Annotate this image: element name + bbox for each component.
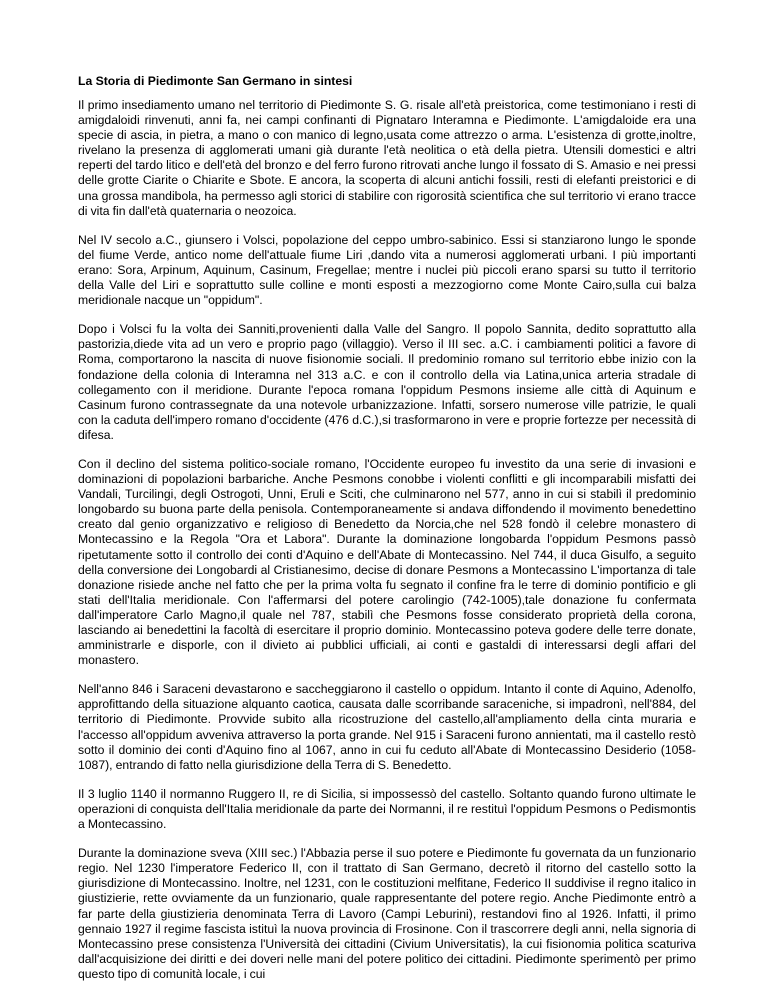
paragraph-sanniti-romans: Dopo i Volsci fu la volta dei Sanniti,provenienti dalla Valle del Sangro. Il popolo Sannita, dedito soprattutto alla pastorizia,diede vita ad un vero e proprio pago (villaggio). Verso il III sec. a.C. i cambiamenti politici a favore di Roma, comportarono la nascita di nuove fisionomie sociali. Il predominio romano sul territorio ebbe inizio con la fondazione della colonia di Interamna nel 313 a.C. e con il controllo della via Latina,unica arteria stradale di collegamento con il meridione. Durante l'epoca romana l'oppidum Pesmons insieme alle città di Aquinum e Casinum furono contrassegnate da una notevole urbanizzazione. Infatti, sorsero numerose ville patrizie, le quali con la caduta dell'impero romano d'occidente (476 d.C.),si trasformarono in vere e proprie fortezze per necessità di difesa.: [78, 322, 696, 442]
paragraph-saracens: Nell'anno 846 i Saraceni devastarono e saccheggiarono il castello o oppidum. Intanto il conte di Aquino, Adenolfo, approfittando della situazione alquanto caotica, causata dalle scorribande saraceniche, si impadronì, nell'884, del territorio di Piedimonte. Provvide subito alla ricostruzione del castello,all'ampliamento della cinta muraria e l'accesso all'oppidum avveniva attraverso la porta grande. Nel 915 i Saraceni furono annientati, ma il castello restò sotto il dominio dei conti d'Aquino fino al 1067, anno in cui fu ceduto all'Abate di Montecassino Desiderio (1058-1087), entrando di fatto nella giurisdizione della Terra di S. Benedetto.: [78, 682, 696, 772]
document-page: [78, 74, 696, 996]
paragraph-prehistory: Il primo insediamento umano nel territorio di Piedimonte S. G. risale all'età preistorica, come testimoniano i resti di amigdaloidi rinvenuti, anni fa, nei campi confinanti di Pignataro Interamna e Piedimonte. L'amigdaloide era una specie di ascia, in pietra, a mano o con manico di legno,usata come attrezzo o arma. L'esistenza di grotte,inoltre, rivelano la presenza di agglomerati umani già durante l'età neolitica o età della pietra. Utensili domestici e altri reperti del tardo litico e dell'età del bronzo e del ferro furono ritrovati anche lungo il fossato di S. Amasio e nei pressi delle grotte Ciarite o Chiarite e Sbote. E ancora, la scoperta di alcuni antichi fossili, resti di elefanti preistorici e di una grossa mandibola, ha permesso agli storici di stabilire con rigorosità scientifica che sul territorio vi erano tracce di vita fin dall'età quaternaria o neozoica.: [78, 98, 696, 218]
paragraph-normans: Il 3 luglio 1140 il normanno Ruggero II, re di Sicilia, si impossessò del castello. Soltanto quando furono ultimate le operazioni di conquista dell'Italia meridionale da parte dei Normanni, il re restituì l'oppidum Pesmons o Pedismontis a Montecassino.: [78, 786, 696, 832]
document-title: La Storia di Piedimonte San Germano in sintesi: [78, 74, 353, 88]
paragraph-swabian-rule: Durante la dominazione sveva (XIII sec.) l'Abbazia perse il suo potere e Piedimonte fu governata da un funzionario regio. Nel 1230 l'imperatore Federico II, con il trattato di San Germano, decretò il ritorno del castello sotto la giurisdizione di Montecassino. Inoltre, nel 1231, con le costituzioni melfitane, Federico II suddivise il regno italico in giustizierie, rette ovviamente da un funzionario, quale rappresentante del potere regio. Anche Piedimonte entrò a far parte della giustizieria denominata Terra di Lavoro (Campi Leburini), restandovi fino al 1926. Infatti, il primo gennaio 1927 il regime fascista istituì la nuova provincia di Frosinone. Con il trascorrere degli anni, nella signoria di Montecassino prese consistenza l'Università dei cittadini (Civium Universitatis), la cui fisionomia politica scaturiva dall'acquisizione dei diritti e dei doveri nelle mani del potere politico dei cittadini. Piedimonte sperimentò per primo questo tipo di comunità locale, i cui: [78, 846, 696, 981]
paragraph-barbarian-invasions: Con il declino del sistema politico-sociale romano, l'Occidente europeo fu investito da una serie di invasioni e dominazioni di popolazioni barbariche. Anche Pesmons conobbe i violenti conflitti e gli incomparabili misfatti dei Vandali, Turcilingi, degli Ostrogoti, Unni, Eruli e Sciti, che culminarono nel 577, anno in cui si stabilì il predominio longobardo su buona parte della penisola. Contemporaneamente si andava diffondendo il movimento benedettino creato dal genio organizzativo e religioso di Benedetto da Norcia,che nel 528 fondò il celebre monastero di Montecassino e la Regola "Ora et Labora". Durante la dominazione longobarda l'oppidum Pesmons passò ripetutamente sotto il controllo dei conti d'Aquino e dell'Abate di Montecassino. Nel 744, il duca Gisulfo, a seguito della conversione dei Longobardi al Cristianesimo, decise di donare Pesmons a Montecassino L'importanza di tale donazione risiede anche nel fatto che per la prima volta fu segnato il confine fra le terre di dominio pontificio e gli stati dell'Italia meridionale. Con l'affermarsi del potere carolingio (742-1005),tale donazione fu confermata dall'imperatore Carlo Magno,il quale nel 787, stabilì che Pesmons fosse considerato proprietà della corona, lasciando ai benedettini la facoltà di esercitare il proprio dominio. Montecassino poteva godere delle terre donate, amministrarle e disporle, con il divieto ai pubblici ufficiali, ai conti e gastaldi di interessarsi degli affari del monastero.: [78, 456, 696, 668]
paragraph-volsci: Nel IV secolo a.C., giunsero i Volsci, popolazione del ceppo umbro-sabinico. Essi si stanziarono lungo le sponde del fiume Verde, antico nome dell'attuale fiume Liri ,dando vita a numerosi agglomerati urbani. I più importanti erano: Sora, Arpinum, Aquinum, Casinum, Fregellae; mentre i nuclei più piccoli erano sparsi su tutto il territorio della Valle del Liri e soprattutto sulle colline e monti esposti a mezzogiorno come Monte Cairo,sulla cui balza meridionale nacque un "oppidum".: [78, 232, 696, 308]
